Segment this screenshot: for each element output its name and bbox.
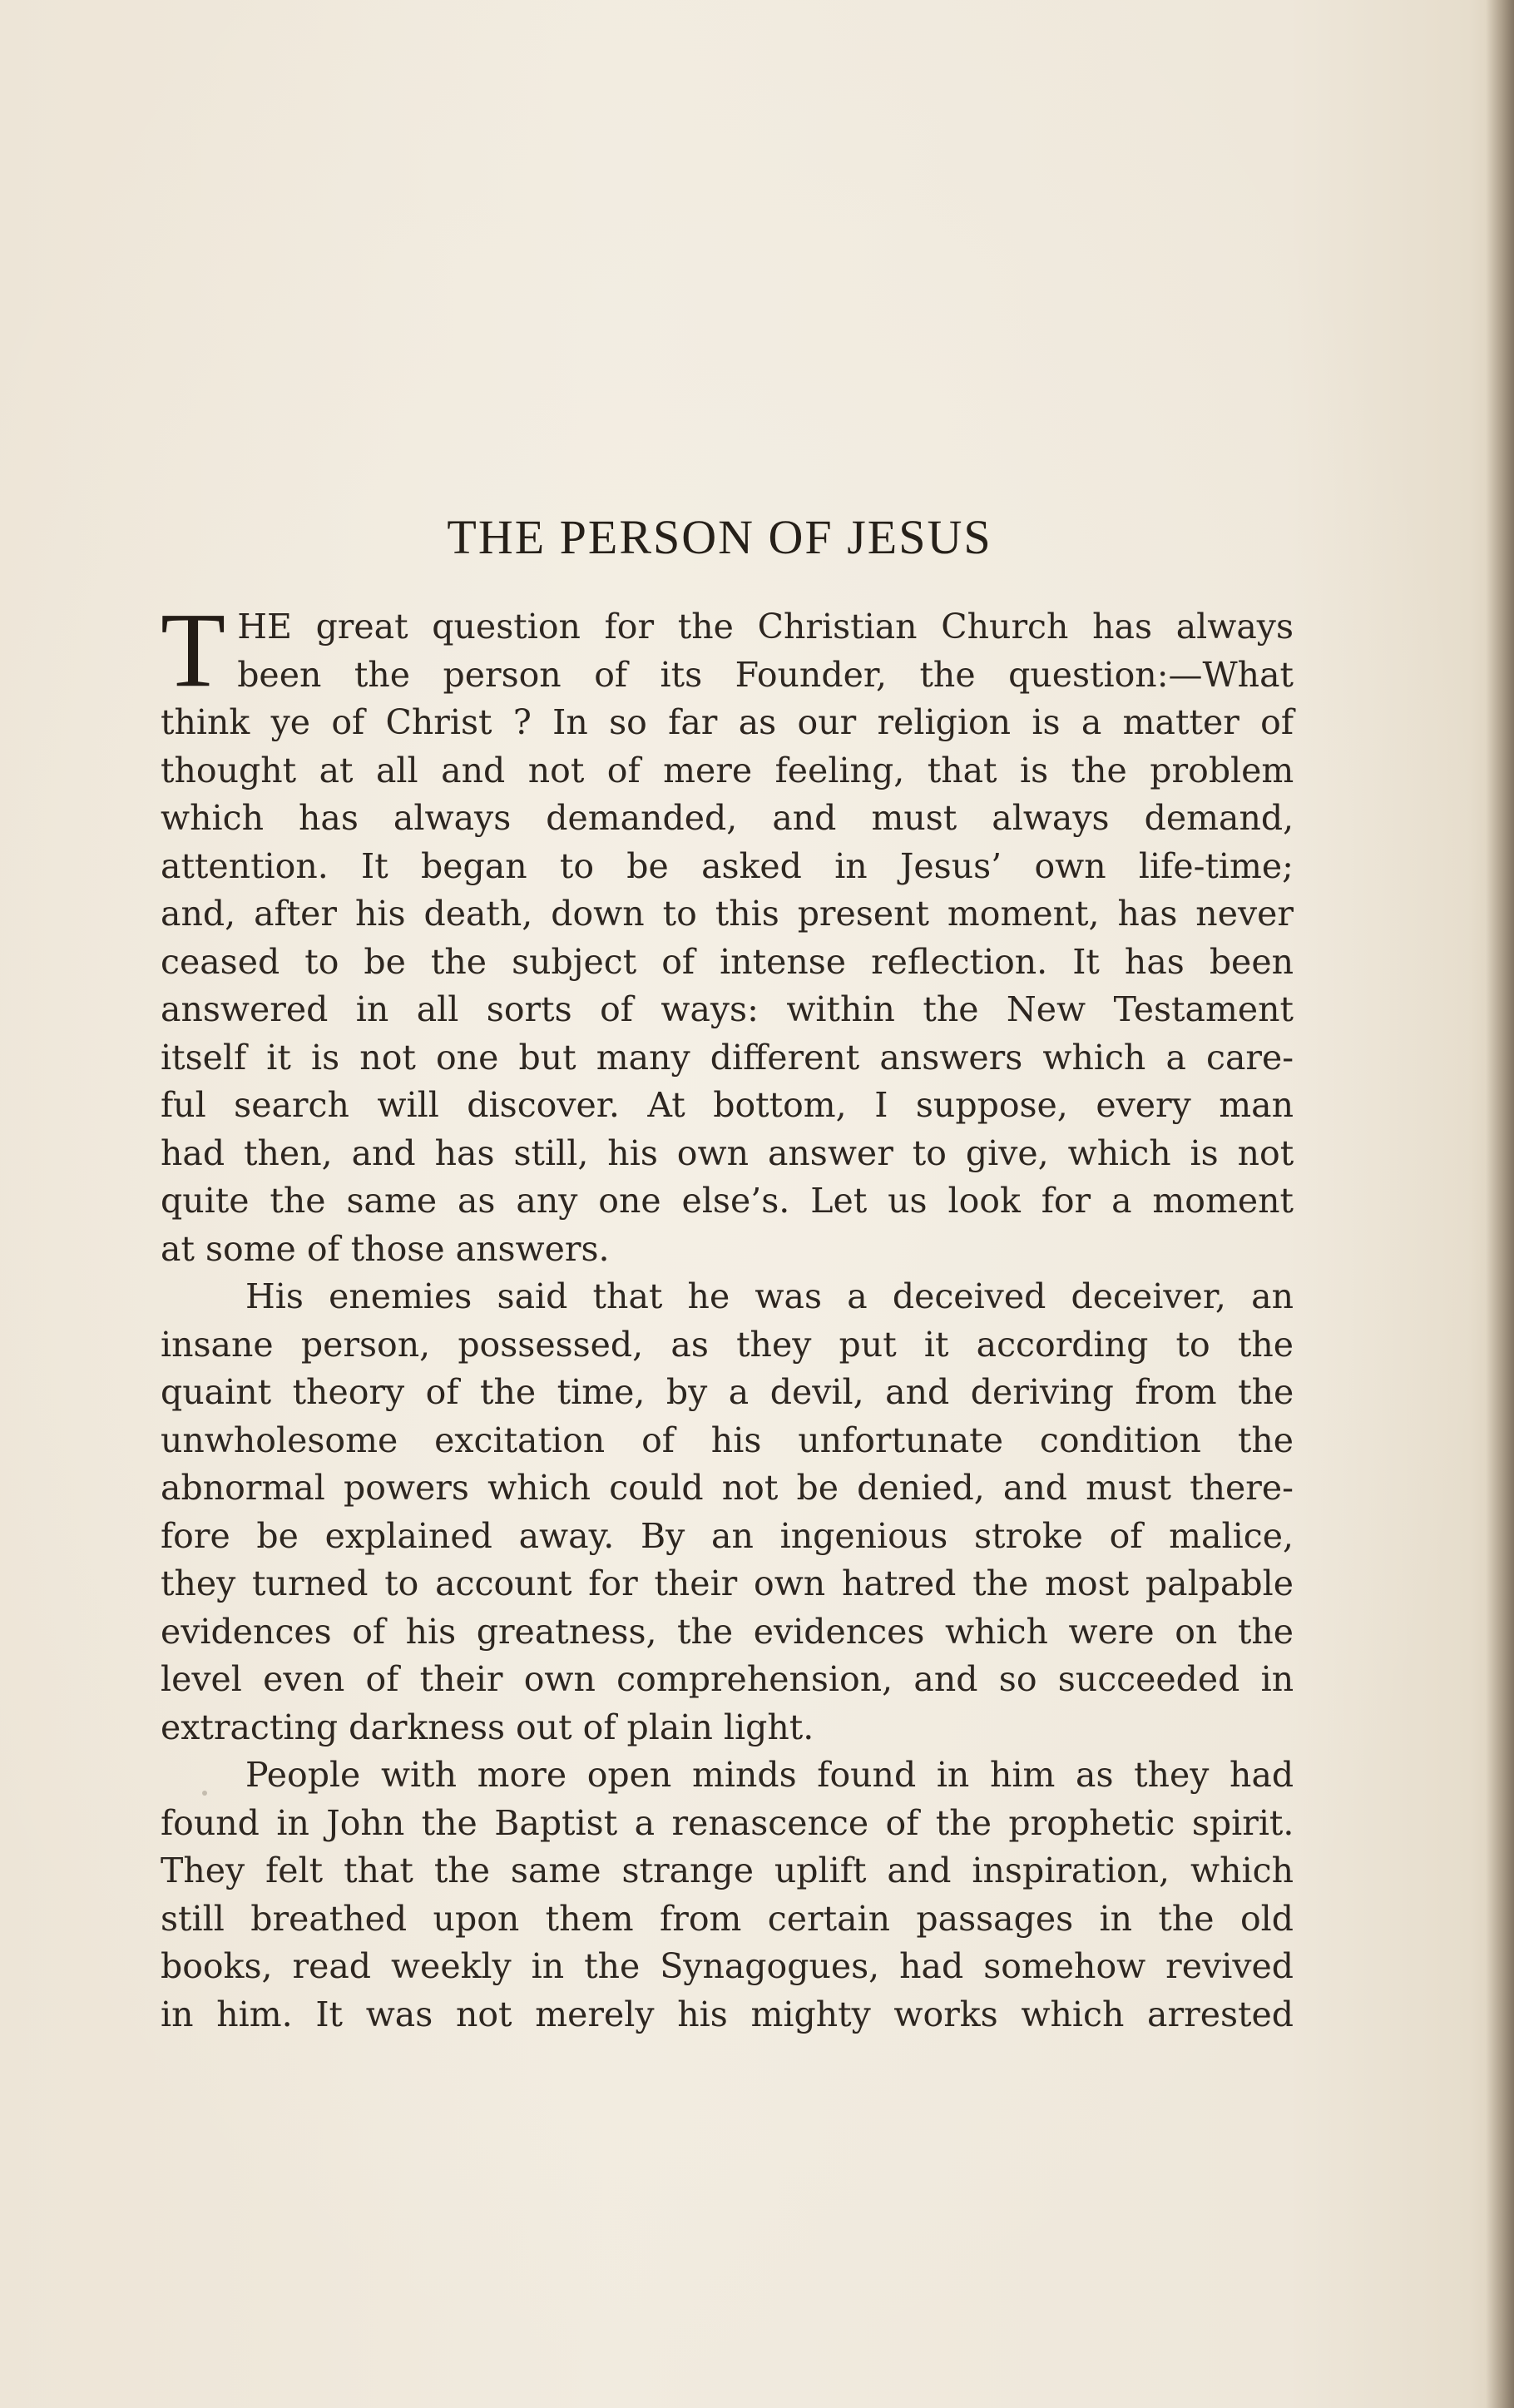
text-line: His enemies said that he was a deceived deceiver, an [245, 1276, 1294, 1316]
text-line: They felt that the same strange uplift and inspiration, which [161, 1851, 1294, 1890]
text-line: ful search will discover. At bottom, I suppose, every man [161, 1085, 1294, 1125]
text-line: extracting darkness out of plain light. [161, 1707, 814, 1747]
text-line: at some of those answers. [161, 1228, 610, 1269]
text-line: unwholesome excitation of his unfortunate condition the [161, 1420, 1294, 1460]
text-line: itself it is not one but many different answers which a care- [161, 1037, 1294, 1078]
text-line: think ye of Christ ? In so far as our religion is a matter of [161, 702, 1294, 742]
text-line: evidences of his greatness, the evidences which were on the [161, 1611, 1294, 1652]
text-line: been the person of its Founder, the question:—What [237, 654, 1294, 695]
text-line: they turned to account for their own hatred the most palpable [161, 1563, 1294, 1603]
chapter-title: THE PERSON OF JESUS [447, 510, 992, 564]
paragraph-1 [161, 591, 1294, 1273]
drop-cap: T [161, 591, 226, 709]
text-line: found in John the Baptist a renascence of the prophetic spirit. [161, 1802, 1294, 1843]
body-text [161, 591, 1294, 2039]
text-line: insane person, possessed, as they put it according to the [161, 1324, 1294, 1365]
text-line: answered in all sorts of ways: within the New Testament [161, 989, 1294, 1029]
text-line: People with more open minds found in him as they had [245, 1755, 1294, 1795]
text-line: had then, and has still, his own answer to give, which is not [161, 1132, 1294, 1173]
paragraph-3 [161, 1751, 1294, 2039]
text-line: fore be explained away. By an ingenious stroke of malice, [161, 1515, 1294, 1556]
text-line: ceased to be the subject of intense reflection. It has been [161, 941, 1294, 982]
page-gutter-shadow [1486, 0, 1514, 2408]
text-line: and, after his death, down to this present moment, has never [161, 894, 1294, 934]
text-line: books, read weekly in the Synagogues, had somehow revived [161, 1946, 1294, 1986]
text-line: thought at all and not of mere feeling, that is the problem [161, 750, 1294, 790]
paragraph-2 [161, 1273, 1294, 1751]
text-line: still breathed upon them from certain passages in the old [161, 1898, 1294, 1939]
text-line: quite the same as any one else’s. Let us look for a moment [161, 1181, 1294, 1221]
text-line: abnormal powers which could not be denied, and must there- [161, 1468, 1294, 1508]
text-line: in him. It was not merely his mighty works which arrested [161, 1994, 1294, 2034]
ink-speck [202, 1791, 207, 1796]
text-line: quaint theory of the time, by a devil, and deriving from the [161, 1372, 1294, 1412]
text-line: level even of their own comprehension, and so succeeded in [161, 1659, 1294, 1699]
text-line: which has always demanded, and must always demand, [161, 798, 1294, 838]
text-line: attention. It began to be asked in Jesus’ own life-time; [161, 845, 1294, 886]
text-line: HE great question for the Christian Church has always [237, 607, 1294, 647]
